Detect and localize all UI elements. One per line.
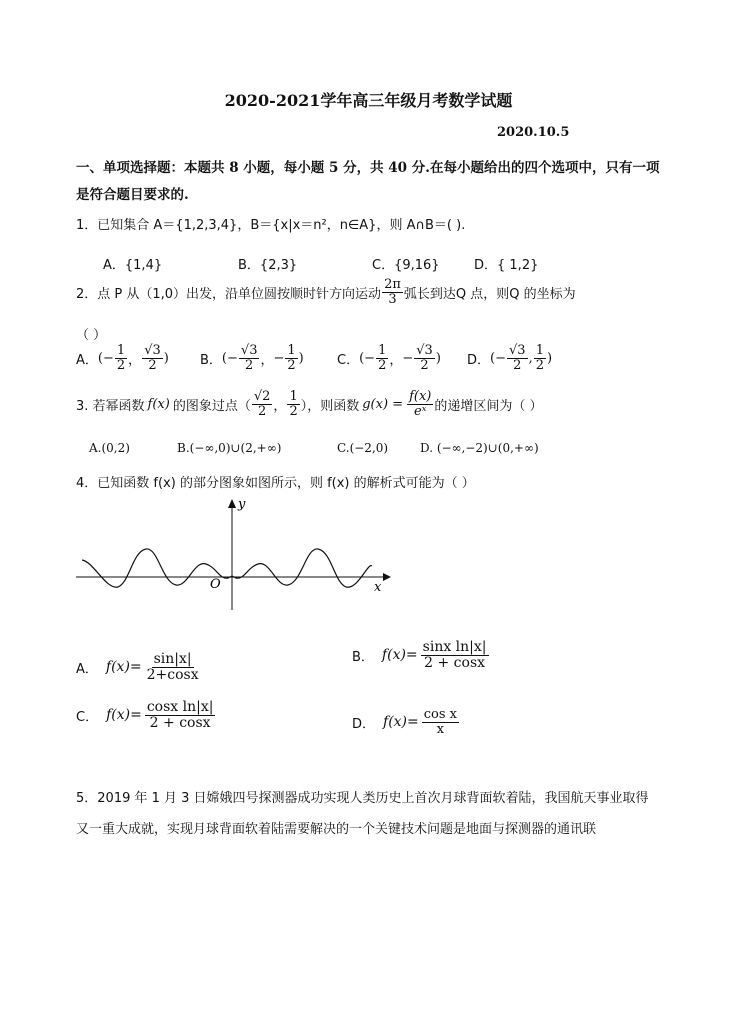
q4-option-d — [352, 708, 460, 736]
frac-den: 2 — [245, 357, 254, 373]
frac-den: 2+cosx — [146, 666, 199, 683]
q3-gx: g(x) = — [362, 396, 404, 412]
section-header-line2: 是符合题目要求的. — [76, 187, 189, 203]
q3-stem-d: 的递增区间为（ ） — [434, 398, 543, 414]
q2-stem-b: 弧长到达Q 点，则Q 的坐标为 — [403, 286, 576, 302]
frac-den: 2 — [289, 403, 298, 419]
frac-num: 1 — [378, 343, 387, 358]
frac-num: f(x) — [409, 389, 432, 404]
q1-option-a: A．{1,4} — [103, 258, 163, 273]
y-axis-arrow — [228, 499, 236, 508]
q3-option-d: D. (−∞,−2)∪(0,+∞) — [420, 441, 539, 455]
q2-option-c: C． ( − $\frac{1}{2}$ ， − $\frac{√3}{2}$ ) — [337, 343, 441, 373]
x-axis-arrow — [383, 573, 391, 581]
minus-sign: − — [364, 350, 376, 366]
q2-arc-num: 2π — [384, 277, 401, 292]
q2-option-d: D． ( − $\frac{√3}{2}$ , $\frac{1}{2}$ ) — [467, 343, 553, 373]
frac-den: 2 — [148, 357, 157, 373]
frac-den: x — [436, 721, 445, 737]
frac-den: eˣ — [414, 403, 427, 419]
q4-option-b-label: B． — [352, 649, 374, 665]
q1-option-d: D．{ 1,2} — [474, 258, 539, 273]
q4-option-a-lhs: f(x)= — [105, 659, 142, 676]
q1-stem: 1．已知集合 A＝{1,2,3,4}，B＝{x|x＝n²，n∈A}，则 A∩B＝( ). — [76, 218, 466, 233]
comma: ， — [389, 352, 403, 368]
frac-num: √3 — [144, 343, 161, 358]
frac-den: 2 + cosx — [424, 654, 486, 671]
minus-sign: − — [495, 350, 506, 366]
frac-num: sinx ln|x| — [422, 639, 487, 655]
q3-option-c: C.(−2,0) — [337, 441, 389, 455]
q5-line1: 5．2019 年 1 月 3 日嫦娥四号探测器成功实现人类历史上首次月球背面软着陆，我国航天事业取得 — [76, 791, 649, 806]
q3-stem-c: ），则函数 — [300, 398, 360, 414]
q4-option-b — [352, 640, 490, 670]
frac-den: 2 — [513, 357, 522, 373]
frac-den: 2 — [420, 357, 429, 373]
exam-date: 2020.10.5 — [497, 125, 570, 140]
q3-stem: 3. 若幂函数 f(x) 的图象过点（ $\frac{√2}{2}$ ， $\frac{1}{2}$ ），则函数 g(x) = $\frac{f(x)}{\text{eˣ}}$ 的递增区间为（ ） — [76, 389, 543, 419]
frac-num: cos x — [423, 707, 457, 722]
q2-option-b-label: B． — [200, 352, 222, 368]
q3-option-b: B.(−∞,0)∪(2,+∞) — [177, 441, 282, 455]
origin-label: O — [210, 577, 221, 592]
frac-num: 1 — [289, 389, 298, 404]
frac-den: 2 — [287, 357, 296, 373]
q2-stem-a: 2．点 P 从（1,0）出发，沿单位圆按顺时针方向运动 — [76, 286, 382, 302]
frac-num: sin|x| — [153, 651, 192, 667]
q3-stem-a: 3. 若幂函数 — [76, 398, 145, 414]
frac-num: √3 — [416, 343, 433, 358]
q4-option-d-label: D． — [352, 716, 376, 732]
q4-option-c-label: C． — [76, 709, 99, 725]
q2-option-a-label: A． — [76, 352, 98, 368]
q4-option-a — [76, 652, 202, 682]
q4-option-d-lhs: f(x)= — [383, 714, 419, 731]
q2-arc-den: 3 — [388, 291, 397, 307]
q4-stem: 4．已知函数 f(x) 的部分图象如图所示，则 f(x) 的解析式可能为（ ） — [76, 476, 475, 491]
minus-sign: − — [402, 350, 414, 366]
q2-option-d-label: D． — [467, 352, 491, 368]
q5-line2: 又一重大成就，实现月球背面软着陆需要解决的一个关键技术问题是地面与探测器的通讯联 — [76, 822, 597, 837]
q3-stem-b: 的图象过点（ — [172, 398, 251, 414]
y-axis-label: y — [238, 497, 246, 512]
q1-option-b: B．{2,3} — [238, 258, 298, 273]
q4-function-graph — [70, 494, 400, 614]
function-curve — [82, 549, 372, 587]
x-axis-label: x — [374, 580, 382, 595]
q3-option-a: A.(0,2) — [89, 441, 130, 455]
comma: ， — [128, 352, 142, 368]
frac-den: 2 — [116, 357, 126, 373]
q2-arc-fraction — [382, 278, 403, 306]
frac-num: √3 — [509, 343, 526, 358]
q1-option-c: C．{9,16} — [372, 258, 440, 273]
frac-den: 2 — [258, 403, 267, 419]
frac-num: cosx ln|x| — [146, 699, 214, 715]
minus-sign: − — [227, 350, 238, 366]
frac-den: 2 + cosx — [149, 714, 211, 731]
comma: ， — [260, 352, 274, 368]
frac-num: √2 — [253, 389, 271, 404]
q3-fx: f(x) — [147, 396, 170, 412]
q4-option-c — [76, 700, 216, 730]
q2-stem — [76, 278, 576, 306]
minus-sign: − — [273, 350, 285, 366]
frac-num: 1 — [535, 343, 544, 358]
q2-option-c-label: C． — [337, 352, 360, 368]
frac-den: 2 — [378, 357, 387, 373]
frac-num: 1 — [287, 343, 296, 358]
q2-answer-paren: （ ） — [76, 328, 107, 343]
frac-num: √3 — [240, 343, 258, 358]
frac-num: 1 — [116, 343, 126, 358]
minus-sign: − — [102, 350, 114, 366]
q4-option-b-lhs: f(x)= — [381, 647, 418, 664]
q2-option-b: B． ( − $\frac{√3}{2}$ ， − $\frac{1}{2}$ ) — [200, 343, 304, 373]
frac-den: 2 — [535, 357, 544, 373]
q4-option-c-lhs: f(x)= — [106, 707, 142, 724]
q4-option-a-label: A． — [76, 661, 98, 677]
section-header-line1: 一、单项选择题：本题共 8 小题，每小题 5 分，共 40 分.在每小题给出的四个选项中，只有一项 — [76, 160, 660, 176]
page-title: 2020-2021学年高三年级月考数学试题 — [224, 91, 513, 110]
q2-option-a: A． ( − $\frac{1}{2}$ ， $\frac{√3}{2}$ ) — [76, 343, 169, 373]
